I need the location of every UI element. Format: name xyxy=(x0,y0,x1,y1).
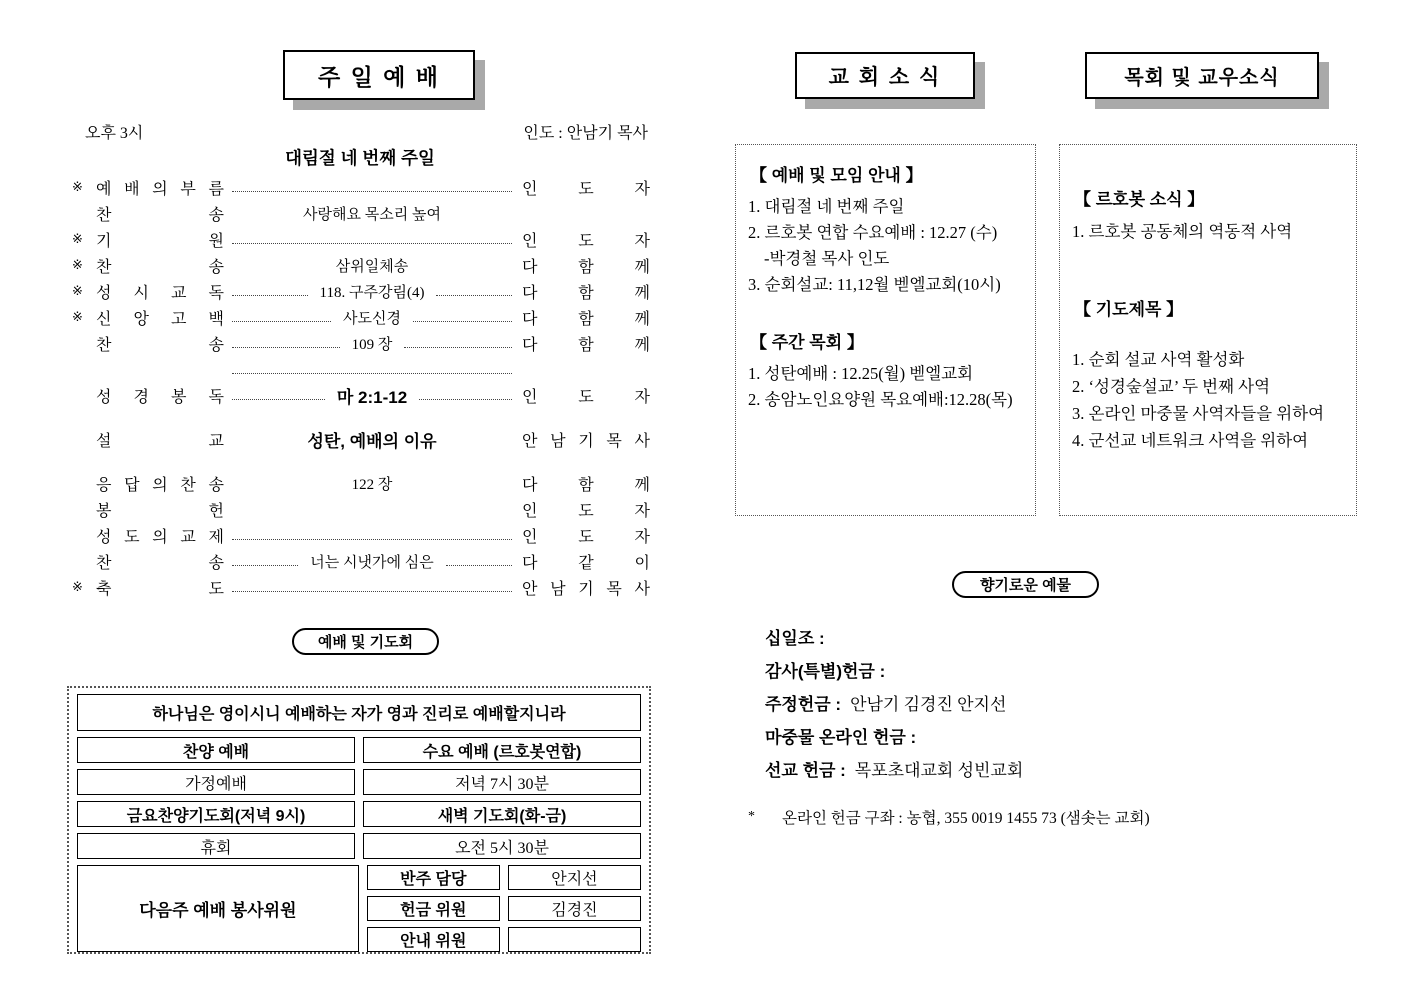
church-news-section-title: 교 회 소 식 xyxy=(795,52,975,99)
row-person: 다 함 께 xyxy=(522,284,650,302)
dotted-leader xyxy=(404,347,512,348)
row-label: 기 원 xyxy=(96,232,224,250)
row-label: 찬 송 xyxy=(96,206,224,224)
dotted-leader xyxy=(232,321,331,322)
asterisk-marker: ※ xyxy=(72,231,83,246)
dotted-leader xyxy=(232,295,308,296)
row-label: 성 시 교 독 xyxy=(96,284,224,302)
online-account-note xyxy=(748,806,1150,828)
prayer-item: 1. 순회 설교 사역 활성화 xyxy=(1072,350,1245,369)
pastoral-section-title: 【 기도제목 】 xyxy=(1074,300,1184,319)
dotted-leader xyxy=(232,191,512,192)
table-cell: 가정예배 xyxy=(77,769,355,795)
table-cell: 오전 5시 30분 xyxy=(363,833,641,859)
news-item: 1. 성탄예배 : 12.25(월) 벧엘교회 xyxy=(748,364,974,383)
news-item: 2. 르호봇 연합 수요예배 : 12.27 (수) xyxy=(748,223,998,242)
asterisk-marker: ※ xyxy=(72,283,83,298)
worship-row-responsive-reading xyxy=(72,278,650,304)
row-person: 인 도 자 xyxy=(522,388,650,406)
sermon-title: 성탄, 예배의 이유 xyxy=(307,431,437,451)
worship-row-scripture xyxy=(72,382,650,408)
news-section-title: 【 주간 목회 】 xyxy=(750,333,864,352)
worship-row-divider xyxy=(72,356,650,382)
row-detail: 118. 구주강림(4) xyxy=(319,284,425,301)
table-row xyxy=(77,737,641,763)
pastoral-news-section-title: 목회 및 교우소식 xyxy=(1085,52,1319,99)
row-detail: 122 장 xyxy=(351,476,393,493)
row-label: 설 교 xyxy=(96,432,224,450)
dotted-leader xyxy=(419,399,512,400)
worship-section-title: 주 일 예 배 xyxy=(283,50,475,100)
dotted-leader xyxy=(232,373,512,374)
row-label: 신 앙 고 백 xyxy=(96,310,224,328)
row-label: 찬 송 xyxy=(96,554,224,572)
worship-row-fellowship xyxy=(72,522,650,548)
scripture-verse: 하나님은 영이시니 예배하는 자가 영과 진리로 예배할지니라 xyxy=(77,694,641,731)
committee-name: 김경진 xyxy=(508,896,641,921)
table-cell: 휴회 xyxy=(77,833,355,859)
row-label: 예 배 의 부 름 xyxy=(96,180,224,198)
worship-row-call xyxy=(72,174,650,200)
row-detail: 사랑해요 목소리 높여 xyxy=(303,206,441,223)
row-person: 다 같 이 xyxy=(522,554,650,572)
row-detail: 사도신경 xyxy=(343,310,401,327)
row-label: 찬 송 xyxy=(96,258,224,276)
table-cell: 금요찬양기도회(저녁 9시) xyxy=(77,801,355,827)
committee-title: 다음주 예배 봉사위원 xyxy=(77,865,359,952)
asterisk-marker: * xyxy=(748,809,755,824)
news-item: 2. 송암노인요양원 목요예배:12.28(목) xyxy=(748,390,1013,409)
worship-time: 오후 3시 xyxy=(85,125,144,142)
dotted-leader xyxy=(232,399,325,400)
prayer-item: 3. 온라인 마중물 사역자들을 위하여 xyxy=(1072,404,1325,423)
worship-row-benediction xyxy=(72,574,650,600)
table-row xyxy=(77,833,641,859)
table-cell: 수요 예배 (르호봇연합) xyxy=(363,737,641,763)
dotted-leader xyxy=(413,321,512,322)
asterisk-marker: ※ xyxy=(72,579,83,594)
row-person: 다 함 께 xyxy=(522,310,650,328)
worship-subtitle: 대림절 네 번째 주일 xyxy=(285,148,435,168)
row-detail: 너는 시냇가에 심은 xyxy=(310,554,434,571)
news-section-title: 【 예배 및 모임 안내 】 xyxy=(750,166,923,185)
row-person: 안 남 기 목 사 xyxy=(522,580,650,598)
table-row xyxy=(77,769,641,795)
worship-row-hymn2 xyxy=(72,252,650,278)
committee-row xyxy=(367,865,641,890)
committee-block xyxy=(77,865,641,952)
dotted-leader xyxy=(446,565,512,566)
row-person: 다 함 께 xyxy=(522,258,650,276)
offering-line xyxy=(765,620,1023,653)
committee-name: 안지선 xyxy=(508,865,641,890)
row-person: 다 함 께 xyxy=(522,336,650,354)
row-detail: 109 장 xyxy=(351,336,393,353)
table-cell: 새벽 기도회(화-금) xyxy=(363,801,641,827)
offering-line xyxy=(765,686,1023,719)
scripture-reference: 마 2:1-12 xyxy=(336,387,408,407)
prayer-items xyxy=(1072,346,1344,454)
offering-value: 목포초대교회 성빈교회 xyxy=(854,761,1024,780)
news-item: 3. 순회설교: 11,12월 벧엘교회(10시) xyxy=(748,275,1001,294)
offering-line xyxy=(765,653,1023,686)
committee-name xyxy=(508,927,641,952)
row-person: 인 도 자 xyxy=(522,232,650,250)
worship-row-invocation xyxy=(72,226,650,252)
schedule-table xyxy=(67,686,651,954)
pastoral-section-title: 【 르호봇 소식 】 xyxy=(1074,190,1205,209)
worship-order-list xyxy=(72,174,650,600)
offering-label: 십일조 : xyxy=(765,629,825,648)
worship-row-hymn3 xyxy=(72,330,650,356)
worship-info-row xyxy=(85,120,648,143)
dotted-leader xyxy=(232,591,512,592)
offering-line xyxy=(765,719,1023,752)
asterisk-marker: ※ xyxy=(72,257,83,272)
dotted-leader xyxy=(232,565,298,566)
table-cell: 저녁 7시 30분 xyxy=(363,769,641,795)
church-news-box xyxy=(735,144,1036,516)
offering-label: 마중물 온라인 헌금 : xyxy=(765,728,917,747)
row-label: 성 도 의 교 제 xyxy=(96,528,224,546)
pastoral-news-box xyxy=(1059,144,1357,516)
worship-row-sermon xyxy=(72,426,650,452)
prayer-meetings-badge: 예배 및 기도회 xyxy=(292,628,439,655)
dotted-leader xyxy=(232,539,512,540)
row-label: 봉 헌 xyxy=(96,502,224,520)
worship-row-hymn4 xyxy=(72,548,650,574)
prayer-item: 4. 군선교 네트워크 사역을 위하여 xyxy=(1072,431,1309,450)
worship-row-creed xyxy=(72,304,650,330)
table-row xyxy=(77,801,641,827)
dotted-leader xyxy=(232,347,340,348)
news-item: 1. 대림절 네 번째 주일 xyxy=(748,197,905,216)
row-label: 성 경 봉 독 xyxy=(96,388,224,406)
row-detail: 삼위일체송 xyxy=(335,258,409,275)
worship-row-offering xyxy=(72,496,650,522)
row-label: 찬 송 xyxy=(96,336,224,354)
offering-value: 안남기 김경진 안지선 xyxy=(850,695,1007,714)
offering-label: 주정헌금 : xyxy=(765,695,842,714)
offering-line xyxy=(765,752,1023,785)
row-person: 안 남 기 목 사 xyxy=(522,432,650,450)
row-person: 인 도 자 xyxy=(522,528,650,546)
pastoral-item: 1. 르호봇 공동체의 역동적 사역 xyxy=(1072,222,1293,241)
offering-label: 감사(특별)헌금 : xyxy=(765,662,886,681)
note-text: 온라인 헌금 구좌 : 농협, 355 0019 1455 73 (샘솟는 교회) xyxy=(782,810,1150,827)
news-item: -박경철 목사 인도 xyxy=(764,249,890,268)
committee-entries xyxy=(367,865,641,952)
offering-label: 선교 헌금 : xyxy=(765,761,846,780)
dotted-leader xyxy=(436,295,512,296)
committee-row xyxy=(367,896,641,921)
worship-leader: 인도 : 안남기 목사 xyxy=(523,125,648,142)
offering-list xyxy=(765,620,1023,785)
committee-row xyxy=(367,927,641,952)
asterisk-marker: ※ xyxy=(72,309,83,324)
committee-role: 반주 담당 xyxy=(367,865,500,890)
row-person: 인 도 자 xyxy=(522,180,650,198)
committee-role: 안내 위원 xyxy=(367,927,500,952)
dotted-leader xyxy=(232,243,512,244)
worship-row-hymn1 xyxy=(72,200,650,226)
table-cell: 찬양 예배 xyxy=(77,737,355,763)
asterisk-marker: ※ xyxy=(72,179,83,194)
row-label: 응 답 의 찬 송 xyxy=(96,476,224,494)
prayer-item: 2. ‘성경숲설교’ 두 번째 사역 xyxy=(1072,377,1271,396)
worship-row-response-hymn xyxy=(72,470,650,496)
row-person: 인 도 자 xyxy=(522,502,650,520)
row-label: 축 도 xyxy=(96,580,224,598)
offering-badge: 향기로운 예물 xyxy=(952,571,1099,598)
committee-role: 헌금 위원 xyxy=(367,896,500,921)
row-person: 다 함 께 xyxy=(522,476,650,494)
